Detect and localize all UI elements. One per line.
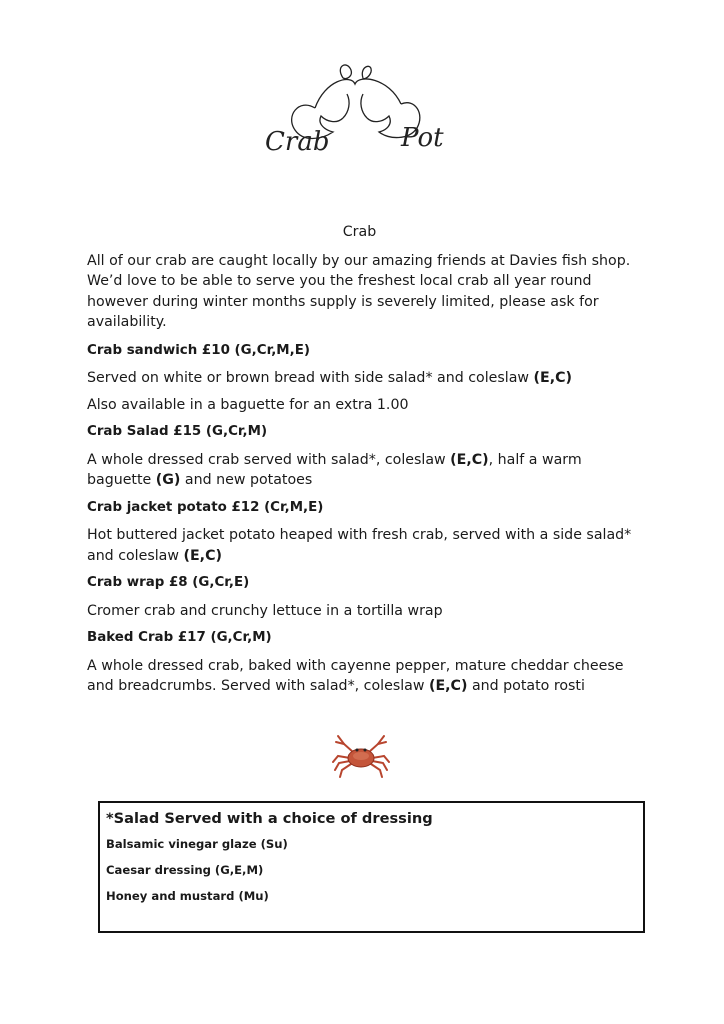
menu-item-description: A whole dressed crab served with salad*, coleslaw (E,C), half a warm baguette (G) and new potatoes [87, 451, 582, 488]
intro-paragraph: All of our crab are caught locally by our amazing friends at Davies fish shop. We’d love to be able to serve you the freshest local crab all year round however during winter months supply is severely limited, please ask for availability. [87, 252, 631, 330]
menu-item-title: Crab wrap £8 (G,Cr,E) [87, 575, 250, 590]
menu-item-extra-note: Also available in a baguette for an extra 1.00 [87, 396, 409, 413]
salad-dressing-box [98, 801, 645, 933]
salad-box-title: *Salad Served with a choice of dressing [106, 810, 433, 827]
dressing-option: Caesar dressing (G,E,M) [106, 863, 264, 877]
menu-item-title: Crab sandwich £10 (G,Cr,M,E) [87, 342, 310, 358]
menu-item-description: Hot buttered jacket potato heaped with fresh crab, served with a side salad* and coleslaw (E,C) [87, 527, 632, 564]
crab-illustration-icon [330, 730, 392, 780]
menu-item-title: Crab Salad £15 (G,Cr,M) [87, 424, 268, 439]
dressing-option: Balsamic vinegar glaze (Su) [106, 837, 288, 851]
menu-item-description: Cromer crab and crunchy lettuce in a tortilla wrap [87, 602, 443, 619]
section-title: Crab [342, 224, 377, 240]
crab-pot-logo [255, 58, 460, 168]
menu-item-description: A whole dressed crab, baked with cayenne pepper, mature cheddar cheese and breadcrumbs. Served with salad*, coleslaw (E,C) and potato rosti [87, 657, 624, 694]
logo-left-word: Crab [265, 127, 330, 157]
crab-claw-logo-icon [255, 58, 460, 168]
menu-item-title: Crab jacket potato £12 (Cr,M,E) [87, 499, 324, 515]
menu-item-title: Baked Crab £17 (G,Cr,M) [87, 630, 272, 645]
dressing-option: Honey and mustard (Mu) [106, 889, 269, 903]
logo-right-word: Pot [401, 123, 444, 153]
menu-item-description: Served on white or brown bread with side salad* and coleslaw (E,C) [87, 370, 573, 386]
menu-content [87, 222, 632, 704]
